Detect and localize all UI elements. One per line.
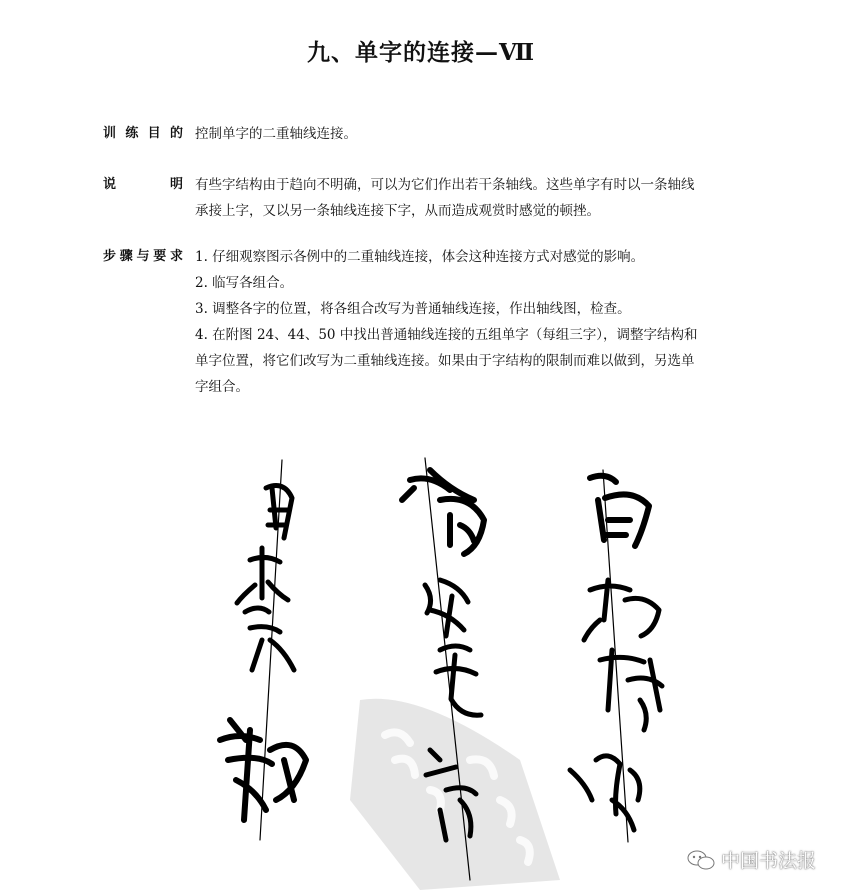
seal-watermark-shape [350, 699, 560, 890]
calligraphy-column-right [570, 470, 662, 842]
text-line: 有些字结构由于趋向不明确，可以为它们作出若干条轴线。这些单字有时以一条轴线 [195, 177, 695, 193]
text-line: 控制单字的二重轴线连接。 [195, 126, 357, 142]
text-line: 1. 仔细观察图示各例中的二重轴线连接，体会这种连接方式对感觉的影响。 [195, 249, 645, 265]
page-title: 九、单字的连接—Ⅶ [306, 39, 536, 66]
text-line: 承接上字，又以另一条轴线连接下字，从而造成观赏时感觉的顿挫。 [195, 203, 600, 219]
section-steps [103, 244, 743, 400]
section-body [195, 121, 735, 147]
section-description [103, 172, 743, 224]
watermark-text: 中国书法报 [720, 850, 816, 872]
section-goal [103, 121, 743, 147]
section-body [195, 244, 735, 400]
text-line: 2. 临写各组合。 [195, 275, 294, 291]
text-line: 字组合。 [195, 379, 249, 395]
text-line: 4. 在附图 24、44、50 中找出普通轴线连接的五组单字（每组三字），调整字结构和 [195, 327, 698, 343]
calligraphy-illustration [0, 400, 842, 895]
watermark [687, 846, 816, 873]
text-line: 单字位置，将它们改写为二重轴线连接。如果由于字结构的限制而难以做到，另选单 [195, 353, 695, 369]
wechat-icon [687, 849, 715, 871]
calligraphy-column-left [220, 460, 306, 840]
section-label: 步骤与要求 [103, 249, 183, 264]
section-label: 说 明 [103, 177, 183, 192]
text-line: 3. 调整各字的位置，将各组合改写为普通轴线连接，作出轴线图，检查。 [195, 301, 631, 317]
section-body [195, 172, 735, 224]
section-label: 训练目的 [103, 126, 183, 141]
